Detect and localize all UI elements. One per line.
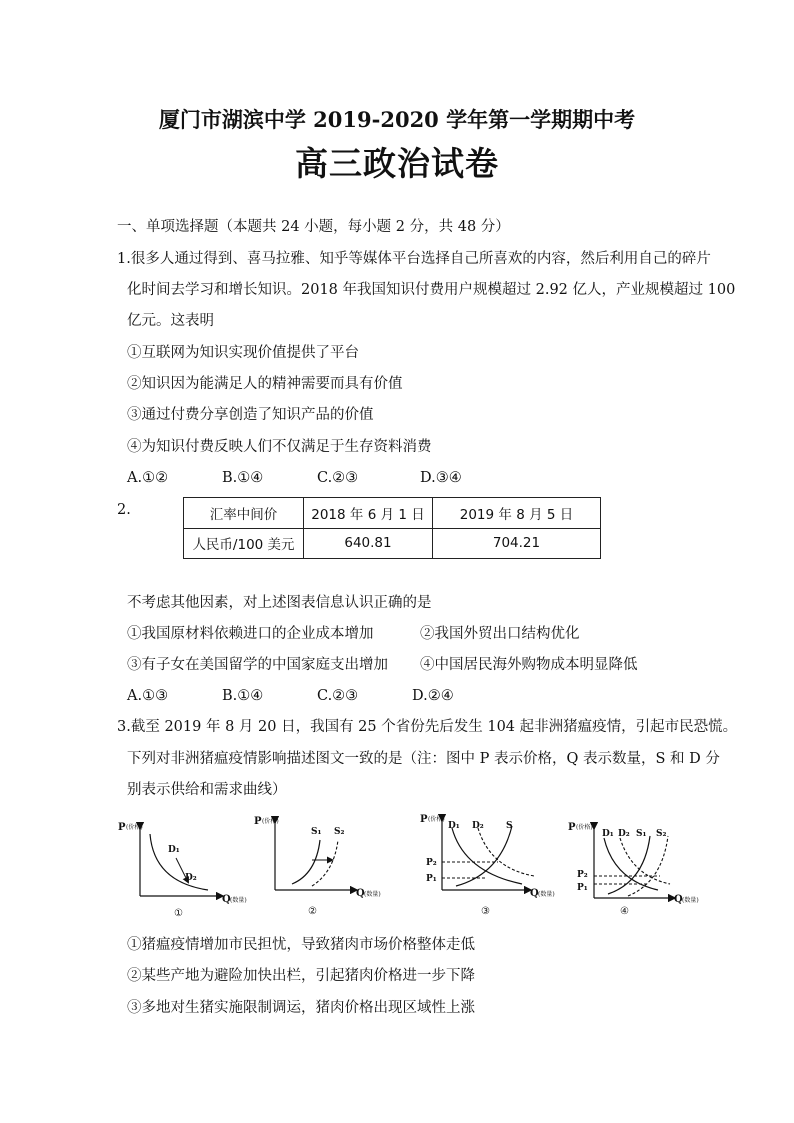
q1-option-3: ③通过付费分享创造了知识产品的价值	[127, 407, 374, 423]
q1-stem-line1: 1.很多人通过得到、喜马拉雅、知乎等媒体平台选择自己所喜欢的内容，然后利用自己的碎片	[117, 251, 711, 267]
q3-option-3: ③多地对生猪实施限制调运，猪肉价格出现区域性上涨	[127, 1000, 475, 1016]
graph-number: ①	[174, 908, 183, 919]
q2-option-2: ②我国外贸出口结构优化	[420, 626, 580, 642]
q-axis-label: Q	[530, 888, 539, 899]
curve-label-s1: S₁	[636, 829, 647, 839]
p-axis-label: P	[420, 814, 428, 825]
supply-curve-s1	[292, 840, 320, 884]
q-axis-unit: (数量)	[538, 891, 555, 898]
demand-curve-d1	[452, 828, 522, 884]
demand-curve-d2	[478, 828, 534, 876]
table-cell: 704.21	[433, 528, 601, 559]
p-axis-label: P	[118, 822, 126, 833]
supply-curve-s	[456, 826, 512, 886]
price-label-p1: P₁	[577, 883, 588, 893]
q3-stem-line2: 下列对非洲猪瘟疫情影响描述图文一致的是（注：图中 P 表示价格，Q 表示数量，S 和 D 分	[127, 751, 720, 767]
q1-choice-a: A.①②	[127, 470, 169, 486]
q2-choice-a: A.①③	[127, 688, 169, 704]
exam-title: 厦门市湖滨中学 2019-2020 学年第一学期期中考	[158, 107, 636, 132]
table-cell: 640.81	[304, 528, 433, 559]
table-row	[184, 528, 601, 559]
graph-number: ④	[620, 906, 629, 917]
p-axis-unit: (价格)	[126, 824, 143, 831]
q2-option-1: ①我国原材料依赖进口的企业成本增加	[127, 626, 374, 642]
curve-label-d2: D₂	[618, 829, 630, 839]
table-header-cell: 汇率中间价	[184, 498, 304, 529]
exam-subtitle: 高三政治试卷	[295, 144, 499, 183]
graph-3	[420, 814, 555, 917]
curve-label-d2: D₂	[185, 873, 197, 883]
supply-demand-graphs	[110, 810, 710, 925]
q1-stem-line3: 亿元。这表明	[127, 313, 214, 329]
curve-label-d1: D₁	[602, 829, 614, 839]
q1-option-2: ②知识因为能满足人的精神需要而具有价值	[127, 376, 403, 392]
graph-2	[254, 816, 381, 917]
price-label-p2: P₂	[426, 858, 437, 868]
curve-label-d1: D₁	[168, 845, 180, 855]
q2-number: 2.	[117, 502, 131, 518]
section-heading: 一、单项选择题（本题共 24 小题，每小题 2 分，共 48 分）	[117, 219, 510, 235]
price-label-p1: P₁	[426, 874, 437, 884]
q1-option-4: ④为知识付费反映人们不仅满足于生存资料消费	[127, 439, 432, 455]
q2-choice-b: B.①④	[222, 688, 264, 704]
q2-choice-c: C.②③	[317, 688, 359, 704]
q3-option-1: ①猪瘟疫情增加市民担忧，导致猪肉市场价格整体走低	[127, 937, 475, 953]
q2-option-4: ④中国居民海外购物成本明显降低	[420, 657, 638, 673]
supply-curve-s2	[312, 840, 338, 886]
demand-curve-d1	[604, 838, 658, 890]
q-axis-unit: (数量)	[682, 897, 699, 904]
demand-curve-d1	[150, 834, 208, 890]
q3-option-2: ②某些产地为避险加快出栏，引起猪肉价格进一步下降	[127, 968, 475, 984]
q-axis-unit: (数量)	[364, 891, 381, 898]
curve-label-s2: S₂	[656, 829, 667, 839]
curve-label-s1: S₁	[311, 827, 322, 837]
table-cell: 人民币/100 美元	[184, 528, 304, 559]
q2-stem: 不考虑其他因素，对上述图表信息认识正确的是	[127, 595, 432, 611]
curve-label-s2: S₂	[334, 827, 345, 837]
q2-choice-d: D.②④	[412, 688, 454, 704]
q-axis-label: Q	[222, 894, 231, 905]
q-axis-label: Q	[356, 888, 365, 899]
graph-number: ③	[481, 906, 490, 917]
q1-stem-line2: 化时间去学习和增长知识。2018 年我国知识付费用户规模超过 2.92 亿人，产业规模超过 100	[127, 282, 736, 298]
q1-choice-c: C.②③	[317, 470, 359, 486]
q1-choice-d: D.③④	[420, 470, 462, 486]
q1-option-1: ①互联网为知识实现价值提供了平台	[127, 345, 359, 361]
exchange-rate-table	[183, 497, 601, 559]
table-header-row	[184, 498, 601, 529]
q1-choice-b: B.①④	[222, 470, 264, 486]
graph-1	[118, 822, 247, 919]
demand-curve-d2	[620, 838, 670, 884]
q-axis-label: Q	[674, 894, 683, 905]
table-header-cell: 2018 年 6 月 1 日	[304, 498, 433, 529]
price-label-p2: P₂	[577, 870, 588, 880]
p-axis-unit: (价格)	[262, 818, 279, 825]
curve-label-s: S	[506, 821, 513, 831]
p-axis-unit: (价格)	[576, 824, 593, 831]
curve-label-d2: D₂	[472, 821, 484, 831]
graph-4	[568, 822, 699, 917]
p-axis-label: P	[254, 816, 262, 827]
table-header-cell: 2019 年 8 月 5 日	[433, 498, 601, 529]
graph-number: ②	[308, 906, 317, 917]
curve-label-d1: D₁	[448, 821, 460, 831]
q3-stem-line3: 别表示供给和需求曲线）	[127, 782, 287, 798]
q2-option-3: ③有子女在美国留学的中国家庭支出增加	[127, 657, 388, 673]
q3-stem-line1: 3.截至 2019 年 8 月 20 日，我国有 25 个省份先后发生 104 起非洲猪瘟疫情，引起市民恐慌。	[117, 719, 738, 735]
p-axis-unit: (价格)	[428, 816, 445, 823]
q-axis-unit: (数量)	[230, 897, 247, 904]
p-axis-label: P	[568, 822, 576, 833]
